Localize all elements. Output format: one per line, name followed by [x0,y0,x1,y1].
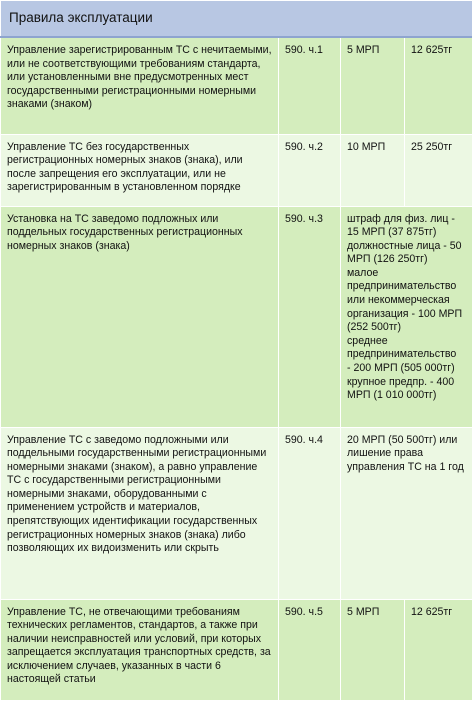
penalty-line: предпринимательство [347,348,457,361]
table-row [1,427,472,599]
penalty-line: управления ТС на 1 год [347,460,464,473]
penalty-line: предпринимательство [347,280,457,293]
penalty-line: 15 МРП (37 875тг) [347,226,437,239]
violation-description: Управление зарегистрированным ТС с нечитаемыми, или не соответствующими требованиям стандарта, или установленными вне предусмотренных мест государственными регистрационными номерными знаками (знаком) [1,37,279,134]
violation-description: Управление ТС без государственных регистрационных номерных знаков (знака), или после запрещения его эксплуатации, или не зарегистрированным в установленном порядке [1,134,279,206]
penalty-line: или некоммерческая [347,294,450,307]
violation-description: Управление ТС с заведомо подложными или поддельными государственными регистрационными номерными знаками (знаком), а равно управление ТС с государственными регистрационными номерными знаками, оборудованными с применением устройств и материалов, препятствующих идентификации государственных регистрационных номерных знаков (знака) либо позволяющих их видоизменить или скрыть [1,427,279,599]
violation-description: Управление ТС, не отвечающими требованиям технических регламентов, стандартов, а также при наличии неисправностей или условий, при которых запрещается эксплуатация транспортных средств, за исключением случаев, указанных в части 6 настоящей статьи [1,599,279,700]
penalty-line: (252 500тг) [347,321,402,334]
violation-description: Установка на ТС заведомо подложных или поддельных государственных регистрационных номерных знаков (знака) [1,206,279,427]
fine-amount: 25 250тг [405,134,472,206]
penalty-line: среднее [347,334,388,347]
mrp-value: 5 МРП [341,599,405,700]
mrp-value: 5 МРП [341,37,405,134]
article-number: 590. ч.1 [279,37,341,134]
penalty-line: штраф для физ. лиц - [347,212,455,225]
penalty-line: должностные лица - 50 [347,239,462,252]
penalty-line: крупное предпр. - 400 [347,375,455,388]
penalty-line: организация - 100 МРП [347,307,463,320]
penalty-line: МРП (1 010 000тг) [347,389,437,402]
article-number: 590. ч.5 [279,599,341,700]
table-row [1,37,472,134]
penalty-line: лишение права [347,447,424,460]
article-number: 590. ч.2 [279,134,341,206]
mrp-value: 10 МРП [341,134,405,206]
penalty-line: малое [347,266,379,279]
penalty-details [341,206,472,427]
penalty-line: 20 МРП (50 500тг) или [347,433,458,446]
article-number: 590. ч.4 [279,427,341,599]
penalty-details [341,427,472,599]
article-number: 590. ч.3 [279,206,341,427]
table-row [1,599,472,700]
table-header-row [1,1,472,38]
penalty-line: - 200 МРП (505 000тг) [347,362,455,375]
table-row [1,134,472,206]
fine-amount: 12 625тг [405,37,472,134]
section-title: Правила эксплуатации [1,1,472,38]
table-row [1,206,472,427]
fine-amount: 12 625тг [405,599,472,700]
penalty-line: МРП (126 250тг) [347,253,428,266]
